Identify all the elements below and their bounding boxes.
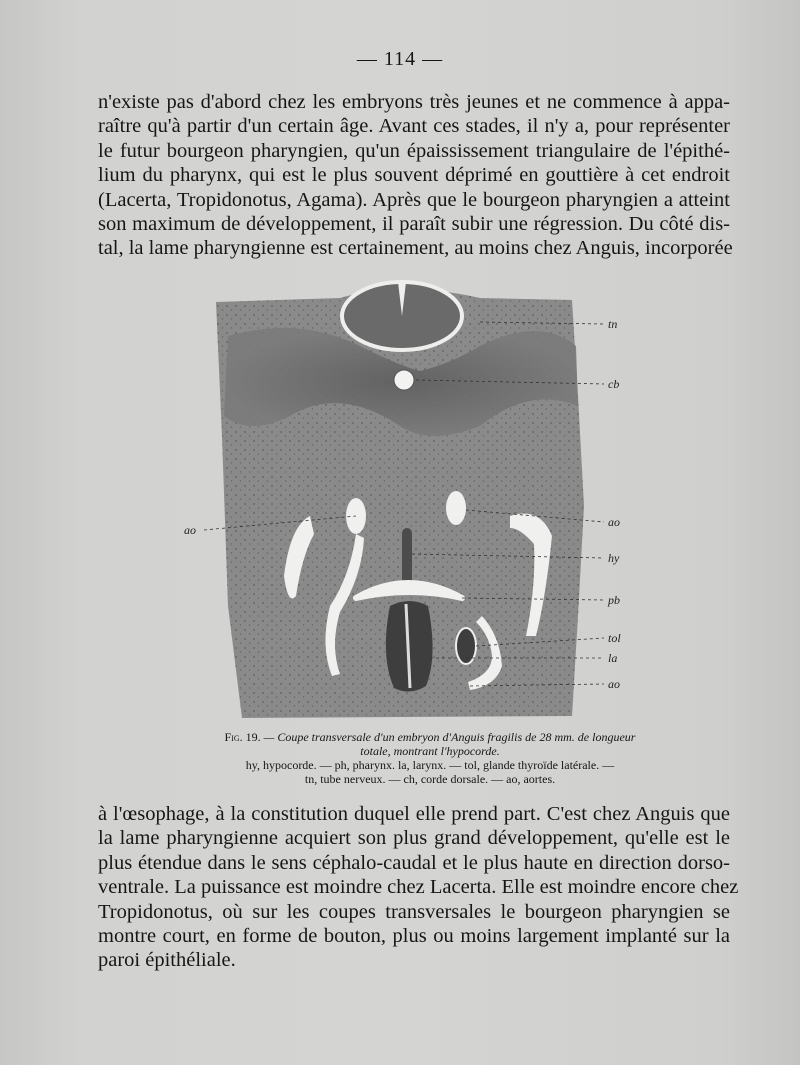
label-ao-right: ao [608, 515, 620, 529]
figure-caption [180, 730, 680, 786]
caption-line [180, 744, 680, 758]
caption-line [180, 730, 680, 744]
text-line: la lame pharyngienne acquiert son plus grand développement, qu'elle est le [98, 827, 730, 850]
paragraph-top [98, 90, 733, 261]
text-line: raître qu'à partir d'un certain âge. Avant ces stades, il n'y a, pour représenter [98, 115, 730, 138]
label-hy: hy [608, 551, 620, 565]
label-la: la [608, 651, 618, 665]
label-tn: tn [608, 317, 618, 331]
label-ao-left: ao [184, 523, 196, 537]
text-line: le futur bourgeon pharyngien, qu'un épaississement triangulaire de l'épithé- [98, 139, 730, 162]
label-tol: tol [608, 631, 621, 645]
text-line: plus étendue dans le sens céphalo-caudal et le plus haute en direction dorso- [98, 851, 730, 874]
aorta-right [446, 491, 466, 525]
label-pb: pb [608, 593, 620, 607]
text-line: n'existe pas d'abord chez les embryons très jeunes et ne commence à appa- [98, 91, 730, 113]
text-line: son maximum de développement, il paraît subir une régression. Du côté dis- [98, 213, 730, 236]
page-number: — 114 — [356, 48, 444, 70]
text-line: montre court, en forme de bouton, plus ou moins largement implanté sur la [98, 925, 730, 948]
paragraph-bottom [98, 802, 739, 973]
label-ao-bottom: ao [608, 677, 620, 691]
hypochord [402, 528, 412, 588]
text-line: paroi épithéliale. [98, 949, 236, 972]
caption-title-cont: totale, montrant l'hypocorde. [360, 744, 500, 758]
caption-title: — Coupe transversale d'un embryon d'Anguis fragilis de 28 mm. de longueur [263, 730, 636, 744]
text-line: Tropidonotus, où sur les coupes transversales le bourgeon pharyngien se [98, 900, 730, 923]
text-line: (Lacerta, Tropidonotus, Agama). Après que le bourgeon pharyngien a atteint [98, 188, 730, 211]
legend-line: tn, tube nerveux. — ch, corde dorsale. — ao, aortes. [304, 772, 556, 786]
notochord [394, 370, 414, 390]
embryo-section-figure [180, 276, 660, 726]
text-line: lium du pharynx, qui est le plus souvent déprimé en gouttière à cet endroit [98, 164, 730, 187]
text-line: ventrale. La puissance est moindre chez Lacerta. Elle est moindre encore chez [98, 876, 739, 899]
figure-number: Fig. 19. [224, 730, 261, 744]
text-line: tal, la lame pharyngienne est certainement, au moins chez Anguis, incorporée [98, 237, 733, 260]
text-line: à l'œsophage, à la constitution duquel elle prend part. C'est chez Anguis que [98, 803, 730, 825]
lateral-thyroid [456, 628, 476, 664]
legend-line: hy, hypocorde. — ph, pharynx. la, larynx. — tol, glande thyroïde latérale. — [245, 758, 615, 772]
label-cb: cb [608, 377, 620, 391]
